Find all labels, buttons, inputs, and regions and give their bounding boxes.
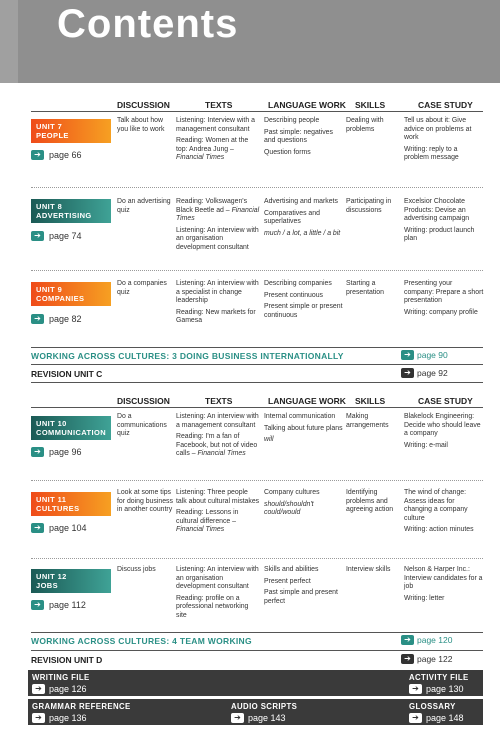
unit-11-badge: UNIT 11 CULTURES	[31, 492, 111, 516]
writing-file-page[interactable]: ➔ page 126	[32, 684, 87, 694]
col-discussion: DISCUSSION	[117, 100, 170, 110]
unit-10-texts: Listening: An interview with a management consultant Reading: I'm a fan of Facebook, but not of video calls – Financial Times	[176, 413, 259, 458]
arrow-icon: ➔	[32, 713, 45, 723]
unit-8-language: Advertising and markets Comparatives and superlatives much / a lot, a little / a bit	[264, 198, 341, 237]
working-across-cultures-3: WORKING ACROSS CULTURES: 3 DOING BUSINESS INTERNATIONALLY	[31, 351, 344, 361]
audio-scripts-page[interactable]: ➔ page 143	[231, 713, 286, 723]
unit-8-page[interactable]: ➔ page 74	[31, 231, 82, 241]
header-strip	[0, 0, 18, 83]
arrow-icon: ➔	[31, 314, 44, 324]
unit-7-page[interactable]: ➔ page 66	[31, 150, 82, 160]
header-band	[0, 0, 500, 83]
divider	[31, 270, 483, 271]
unit-8-discussion: Do an advertising quiz	[117, 198, 171, 214]
unit-12-page[interactable]: ➔ page 112	[31, 600, 86, 610]
divider	[31, 480, 483, 481]
col-discussion: DISCUSSION	[117, 396, 170, 406]
unit-12-discussion: Discuss jobs	[117, 566, 156, 573]
unit-10-skills: Making arrangements	[346, 413, 389, 429]
unit-11-case: The wind of change: Assess ideas for changing a company culture Writing: action minutes	[404, 489, 474, 534]
divider	[31, 650, 483, 651]
divider	[31, 407, 483, 408]
wac-4-page[interactable]: ➔ page 120	[401, 635, 452, 645]
col-skills: SKILLS	[355, 396, 386, 406]
unit-7-discussion: Talk about how you like to work	[117, 117, 165, 133]
arrow-icon: ➔	[401, 654, 414, 664]
unit-10-badge: UNIT 10 COMMUNICATION	[31, 416, 111, 440]
activity-file-page[interactable]: ➔ page 130	[409, 684, 464, 694]
unit-12-case: Nelson & Harper Inc.: Interview candidates for a job Writing: letter	[404, 566, 483, 602]
wac-3-page[interactable]: ➔ page 90	[401, 350, 448, 360]
unit-7-badge: UNIT 7 PEOPLE	[31, 119, 111, 143]
unit-9-language: Describing companies Present continuous Present simple or present continuous	[264, 280, 343, 319]
revision-d-page[interactable]: ➔ page 122	[401, 654, 452, 664]
divider	[31, 364, 483, 365]
footer-bar-1	[28, 670, 483, 696]
divider	[31, 347, 483, 348]
col-case: CASE STUDY	[418, 396, 473, 406]
unit-8-skills: Participating in discussions	[346, 198, 392, 214]
unit-12-skills: Interview skills	[346, 566, 391, 573]
unit-9-texts: Listening: An interview with a specialist in change leadership Reading: New markets for Gamesa	[176, 280, 259, 325]
audio-scripts-label: AUDIO SCRIPTS	[231, 702, 298, 711]
col-skills: SKILLS	[355, 100, 386, 110]
divider	[31, 187, 483, 188]
working-across-cultures-4: WORKING ACROSS CULTURES: 4 TEAM WORKING	[31, 636, 252, 646]
grammar-reference-page[interactable]: ➔ page 136	[32, 713, 87, 723]
col-language: LANGUAGE WORK	[268, 396, 346, 406]
revision-unit-d: REVISION UNIT D	[31, 655, 103, 665]
unit-11-discussion: Look at some tips for doing business in another country	[117, 489, 173, 514]
unit-9-discussion: Do a companies quiz	[117, 280, 167, 296]
divider	[31, 111, 483, 112]
unit-7-language: Describing people Past simple: negatives and questions Question forms	[264, 117, 333, 156]
col-texts: TEXTS	[205, 396, 233, 406]
arrow-icon: ➔	[401, 368, 414, 378]
grammar-reference-label: GRAMMAR REFERENCE	[32, 702, 131, 711]
unit-7-texts: Listening: Interview with a management consultant Reading: Women at the top: Andrea Jung – Financial Times	[176, 117, 255, 162]
arrow-icon: ➔	[31, 150, 44, 160]
arrow-icon: ➔	[231, 713, 244, 723]
unit-12-language: Skills and abilities Present perfect Past simple and present perfect	[264, 566, 338, 605]
arrow-icon: ➔	[31, 447, 44, 457]
unit-7-case: Tell us about it: Give advice on problems at work Writing: reply to a problem message	[404, 117, 472, 162]
col-language: LANGUAGE WORK	[268, 100, 346, 110]
unit-7-skills: Dealing with problems	[346, 117, 384, 133]
arrow-icon: ➔	[409, 713, 422, 723]
arrow-icon: ➔	[401, 635, 414, 645]
arrow-icon: ➔	[31, 523, 44, 533]
unit-9-page[interactable]: ➔ page 82	[31, 314, 82, 324]
arrow-icon: ➔	[31, 231, 44, 241]
unit-11-skills: Identifying problems and agreeing action	[346, 489, 394, 514]
col-texts: TEXTS	[205, 100, 233, 110]
arrow-icon: ➔	[32, 684, 45, 694]
unit-10-case: Blakelock Engineering: Decide who should leave a company Writing: e-mail	[404, 413, 481, 449]
col-case: CASE STUDY	[418, 100, 473, 110]
unit-8-case: Excelsior Chocolate Products: Devise an advertising campaign Writing: product launch plan	[404, 198, 475, 243]
divider	[31, 382, 483, 383]
unit-11-language: Company cultures should/shouldn't could/would	[264, 489, 320, 517]
glossary-label: GLOSSARY	[409, 702, 456, 711]
unit-11-page[interactable]: ➔ page 104	[31, 523, 87, 533]
unit-9-skills: Starting a presentation	[346, 280, 384, 296]
arrow-icon: ➔	[401, 350, 414, 360]
footer-bar-2	[28, 699, 483, 725]
divider	[31, 558, 483, 559]
unit-12-badge: UNIT 12 JOBS	[31, 569, 111, 593]
arrow-icon: ➔	[31, 600, 44, 610]
activity-file-label: ACTIVITY FILE	[409, 673, 469, 682]
divider	[31, 632, 483, 633]
revision-unit-c: REVISION UNIT C	[31, 369, 103, 379]
unit-12-texts: Listening: An interview with an organisation development consultant Reading: profile on a professional networking site	[176, 566, 259, 619]
unit-9-case: Presenting your company: Prepare a short presentation Writing: company profile	[404, 280, 484, 316]
unit-10-page[interactable]: ➔ page 96	[31, 447, 82, 457]
revision-c-page[interactable]: ➔ page 92	[401, 368, 448, 378]
unit-8-badge: UNIT 8 ADVERTISING	[31, 199, 111, 223]
glossary-page[interactable]: ➔ page 148	[409, 713, 464, 723]
page-title: Contents	[57, 2, 239, 46]
unit-11-texts: Listening: Three people talk about cultural mistakes Reading: Lessons in cultural difference – Financial Times	[176, 489, 260, 534]
unit-8-texts: Reading: Volkswagen's Black Beetle ad – Financial Times Listening: An interview with an organisation development consultant	[176, 198, 260, 251]
unit-10-language: Internal communication Talking about future plans will	[264, 413, 343, 444]
arrow-icon: ➔	[409, 684, 422, 694]
writing-file-label: WRITING FILE	[32, 673, 90, 682]
unit-10-discussion: Do a communications quiz	[117, 413, 167, 438]
unit-9-badge: UNIT 9 COMPANIES	[31, 282, 111, 306]
